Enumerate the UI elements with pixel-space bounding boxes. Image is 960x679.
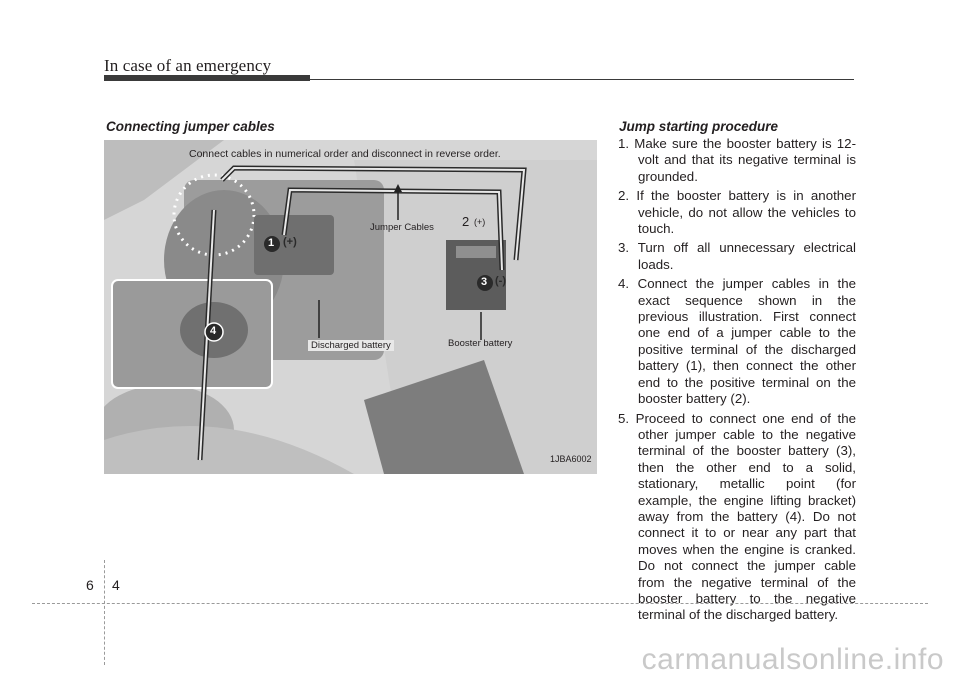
left-heading: Connecting jumper cables: [106, 119, 275, 134]
figure-code: 1JBA6002: [550, 454, 592, 464]
page-chapter: 6: [86, 577, 94, 593]
page-number: 4: [112, 577, 120, 593]
callout-3-sign: (-): [495, 275, 506, 287]
callout-3: 3: [481, 276, 488, 288]
header-line: [310, 79, 854, 80]
right-heading: Jump starting procedure: [619, 119, 779, 134]
procedure-step-3: 3. Turn off all unnecessary electrical loads.: [618, 240, 856, 272]
watermark: carmanualsonline.info: [641, 643, 944, 676]
discharged-battery-label: Discharged battery: [308, 340, 394, 351]
booster-battery-label: Booster battery: [448, 338, 513, 349]
jumper-cable-figure: [104, 140, 597, 474]
header-title: In case of an emergency: [104, 56, 272, 75]
engine-bay-illustration: [104, 140, 597, 474]
header-bar: [104, 75, 310, 81]
callout-4: 4: [210, 325, 217, 337]
callout-1-sign: (+): [283, 236, 297, 248]
figure-instruction: Connect cables in numerical order and disconnect in reverse order.: [189, 148, 501, 160]
procedure-step-5: 5. Proceed to connect one end of the other jumper cable to the negative terminal of the booster battery (3), then the other end to a solid, stationary, metallic point (for example, the engine lifting bracket) away from the battery (4). Do not connect it to or near any part that moves when the engine is cranked. Do not connect the jumper cable from the negative terminal of the booster battery to the negative terminal of the discharged battery.: [618, 410, 856, 623]
procedure-step-2: 2. If the booster battery is in another vehicle, do not allow the vehicles to touch.: [618, 188, 856, 237]
callout-1: 1: [268, 237, 275, 249]
footer-vertical-divider: [104, 560, 105, 665]
footer-divider: [32, 603, 928, 604]
procedure-list: [618, 136, 856, 627]
procedure-step-1: 1. Make sure the booster battery is 12-volt and that its negative terminal is grounded.: [618, 136, 856, 184]
procedure-step-4: 4. Connect the jumper cables in the exact sequence shown in the previous illustration. First connect one end of a jumper cable to the positive terminal of the discharged battery (1), then connect the other end to the positive terminal on the booster battery (2).: [618, 276, 856, 407]
callout-2-sign: (+): [474, 217, 486, 227]
jumper-cables-label: Jumper Cables: [370, 222, 434, 233]
callout-2: 2: [462, 214, 470, 229]
